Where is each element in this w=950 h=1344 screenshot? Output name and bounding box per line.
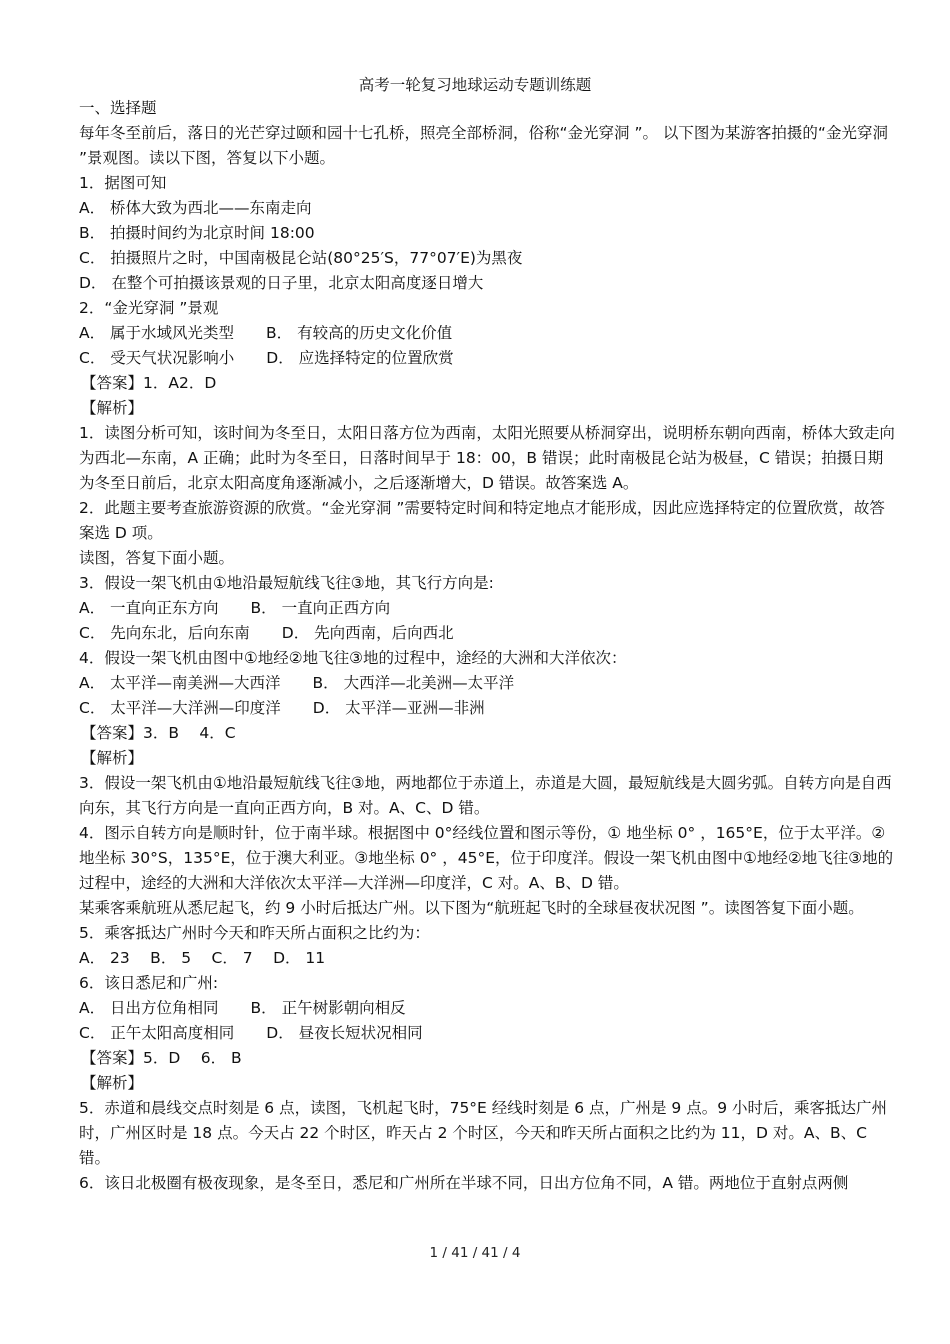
question-3-stem: 3．假设一架飞机由①地沿最短航线飞往③地，其飞行方向是: <box>79 574 494 592</box>
question-1-option-c: C． 拍摄照片之时，中国南极昆仑站(80°25′S，77°07′E)为黑夜 <box>79 249 523 267</box>
question-1-option-b: B． 拍摄时间约为北京时间 18:00 <box>79 224 315 242</box>
explanation-2: 2．此题主要考查旅游资源的欣赏。“金光穿洞 ”需要特定时间和特定地点才能形成，因此应选择特定的位置欣赏，故答案选 D 项。 <box>79 499 885 542</box>
intro-paragraph-3: 某乘客乘航班从悉尼起飞，约 9 小时后抵达广州。以下图为“航班起飞时的全球昼夜状况图 ”。读图答复下面小题。 <box>79 899 864 917</box>
question-3-option-d: D． 先向西南，后向西北 <box>281 624 454 642</box>
question-3-option-b: B． 一直向正西方向 <box>250 599 391 617</box>
question-6-option-d: D． 昼夜长短状况相同 <box>266 1024 423 1042</box>
intro-paragraph-1: 每年冬至前后，落日的光芒穿过颐和园十七孔桥，照亮全部桥洞，俗称“金光穿洞 ”。 以下图为某游客拍摄的“金光穿洞 ”景观图。读以下图，答复以下小题。 <box>79 124 888 167</box>
analysis-heading-3: 【解析】 <box>81 1074 144 1092</box>
document-title: 高考一轮复习地球运动专题训练题 <box>358 76 592 94</box>
question-6-option-a: A． 日出方位角相同 <box>79 999 219 1017</box>
question-6-options-ab <box>68 996 898 1021</box>
question-3-option-c: C． 先向东北，后向东南 <box>79 624 250 642</box>
question-5-stem: 5．乘客抵达广州时今天和昨天所占面积之比约为： <box>79 924 430 942</box>
question-6-option-c: C． 正午太阳高度相同 <box>79 1024 235 1042</box>
question-4-option-b: B． 大西洋—北美洲—太平洋 <box>312 674 515 692</box>
question-6-options-cd <box>68 1021 898 1046</box>
question-4-options-cd <box>68 696 898 721</box>
question-2-option-d: D． 应选择特定的位置欣赏 <box>266 349 454 367</box>
answer-1-2: 【答案】1．A2．D <box>81 374 217 392</box>
question-3-options-cd <box>68 621 898 646</box>
question-2-options-cd <box>68 346 898 371</box>
explanation-6: 6．该日北极圈有极夜现象，是冬至日，悉尼和广州所在半球不同，日出方位角不同，A 错。两地位于直射点两侧 <box>79 1174 849 1192</box>
explanation-3: 3．假设一架飞机由①地沿最短航线飞往③地，两地都位于赤道上，赤道是大圆，最短航线是大圆劣弧。自转方向是自西向东，其飞行方向是一直向正西方向，B 对。A、C、D 错。 <box>79 774 892 817</box>
question-2-option-c: C． 受天气状况影响小 <box>79 349 235 367</box>
section-heading: 一、选择题 <box>79 99 157 117</box>
question-4-option-a: A． 太平洋—南美洲—大西洋 <box>79 674 281 692</box>
question-2-option-b: B． 有较高的历史文化价值 <box>266 324 453 342</box>
question-1-option-a: A． 桥体大致为西北——东南走向 <box>79 199 312 217</box>
document-body <box>68 96 898 1196</box>
question-4-options-ab <box>68 671 898 696</box>
question-3-options-ab <box>68 596 898 621</box>
question-4-stem: 4．假设一架飞机由图中①地经②地飞往③地的过程中，途经的大洲和大洋依次： <box>79 649 627 667</box>
question-6-stem: 6．该日悉尼和广州: <box>79 974 219 992</box>
explanation-4: 4．图示自转方向是顺时针，位于南半球。根据图中 0°经线位置和图示等份，① 地坐标 0° ，165°E，位于太平洋。②地坐标 30°S，135°E，位于澳大利亚。③地坐标 0° ，45°E，位于印度洋。假设一架飞机由图中①地经②地飞往③地的过程中，途经的大洲和大洋依次太平洋—大洋洲—印度洋，C 对。A、B、D 错。 <box>79 824 894 892</box>
question-3-option-a: A． 一直向正东方向 <box>79 599 219 617</box>
analysis-heading-2: 【解析】 <box>81 749 144 767</box>
question-2-options-ab <box>68 321 898 346</box>
question-4-option-c: C． 太平洋—大洋洲—印度洋 <box>79 699 281 717</box>
answer-5-6: 【答案】5．D 6． B <box>81 1049 242 1067</box>
analysis-heading-1: 【解析】 <box>81 399 144 417</box>
explanation-5: 5．赤道和晨线交点时刻是 6 点，读图，飞机起飞时，75°E 经线时刻是 6 点，广州是 9 点。9 小时后，乘客抵达广州时，广州区时是 18 点。今天占 22 个时区，昨天占 2 个时区，今天和昨天所占面积之比约为 11，D 对。A、B、C 错。 <box>79 1099 887 1167</box>
question-2-stem: 2．“金光穿洞 ”景观 <box>79 299 219 317</box>
question-1-option-d: D． 在整个可拍摄该景观的日子里，北京太阳高度逐日增大 <box>79 274 484 292</box>
question-5-options: A． 23 B． 5 C． 7 D． 11 <box>79 949 326 967</box>
answer-3-4: 【答案】3．B 4．C <box>81 724 236 742</box>
question-1-stem: 1．据图可知 <box>79 174 167 192</box>
question-2-option-a: A． 属于水域风光类型 <box>79 324 235 342</box>
question-4-option-d: D． 太平洋—亚洲—非洲 <box>312 699 485 717</box>
page-number: 1 / 41 / 41 / 4 <box>429 1245 521 1261</box>
explanation-1: 1．读图分析可知，该时间为冬至日，太阳日落方位为西南，太阳光照要从桥洞穿出，说明桥东朝向西南，桥体大致走向为西北—东南，A 正确；此时为冬至日，日落时间早于 18：00，B 错误；此时南极昆仑站为极昼，C 错误；拍摄日期为冬至日前后，北京太阳高度角逐渐减小，之后逐渐增大，D 错误。故答案选 A。 <box>79 424 895 492</box>
intro-paragraph-2: 读图，答复下面小题。 <box>79 549 235 567</box>
question-6-option-b: B． 正午树影朝向相反 <box>250 999 406 1017</box>
